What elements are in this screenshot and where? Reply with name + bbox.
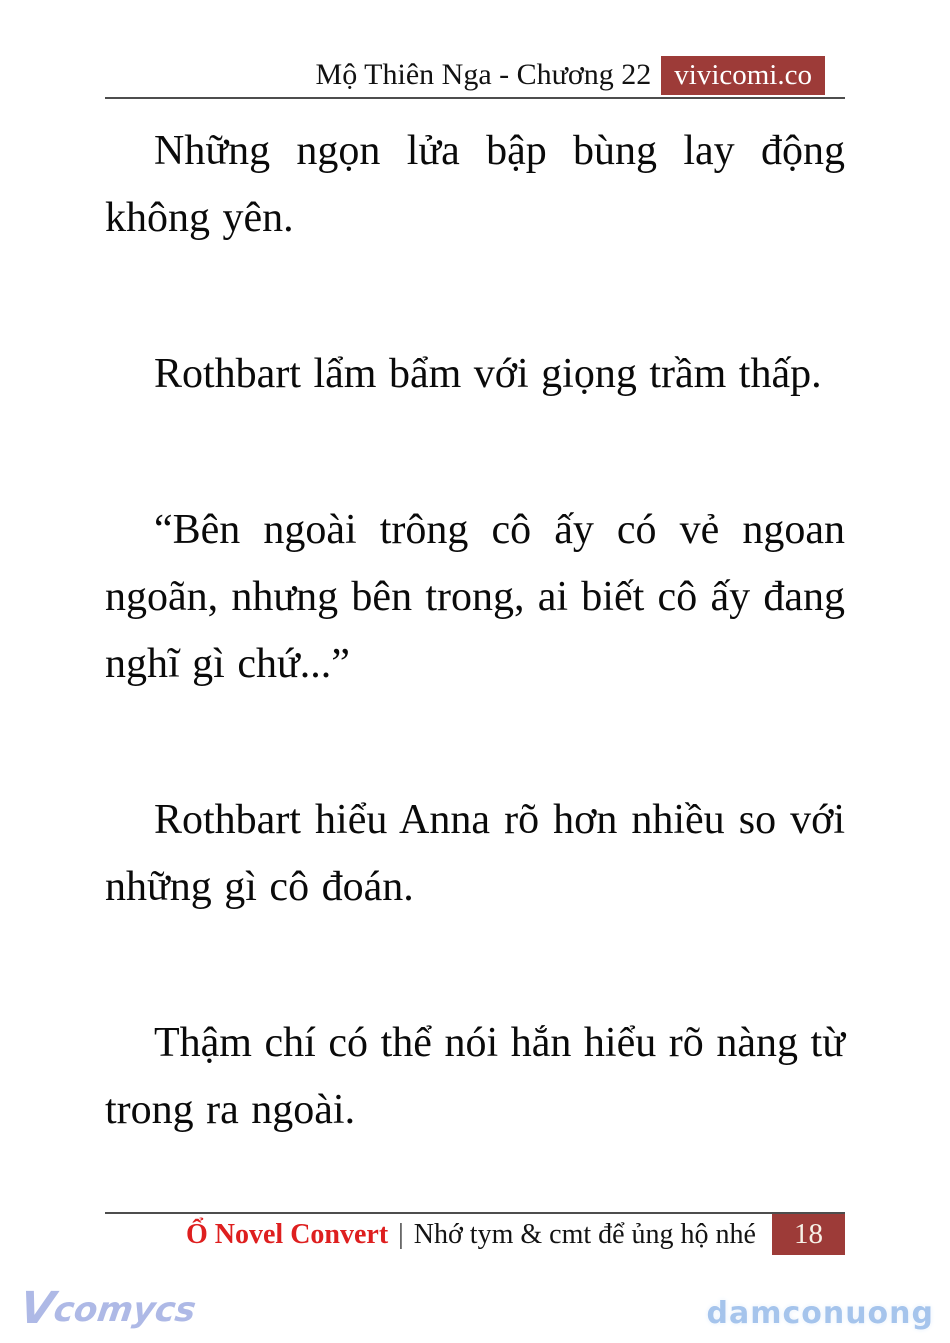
chapter-title: Mộ Thiên Nga - Chương 22 [315,58,652,91]
footer-separator: | [398,1218,404,1250]
page-header [105,0,845,99]
site-badge: vivicomi.co [661,56,825,95]
footer-note: Nhớ tym & cmt để ủng hộ nhé [413,1218,756,1250]
vcomycs-watermark-rest: comycs [51,1290,199,1330]
footer-credit-line [186,1219,756,1251]
damconuong-watermark: damconuong [706,1296,934,1331]
page-number-badge: 18 [772,1214,845,1255]
chapter-text [105,118,845,1144]
paragraph: Những ngọn lửa bập bùng lay động không yên. [105,128,845,241]
vcomycs-watermark-logo [16,1283,199,1334]
paragraph: Rothbart hiểu Anna rõ hơn nhiều so với những gì cô đoán. [105,797,845,910]
vcomycs-watermark-initial: V [16,1283,58,1334]
translator-brand: Ổ Novel Convert [185,1218,389,1250]
paragraph: Rothbart lẩm bẩm với giọng trầm thấp. [154,351,822,397]
page-footer [105,1212,845,1255]
paragraph: Thậm chí có thể nói hắn hiểu rõ nàng từ trong ra ngoài. [105,1020,845,1133]
paragraph: “Bên ngoài trông cô ấy có vẻ ngoan ngoãn, nhưng bên trong, ai biết cô ấy đang nghĩ gì chứ...” [105,507,845,687]
